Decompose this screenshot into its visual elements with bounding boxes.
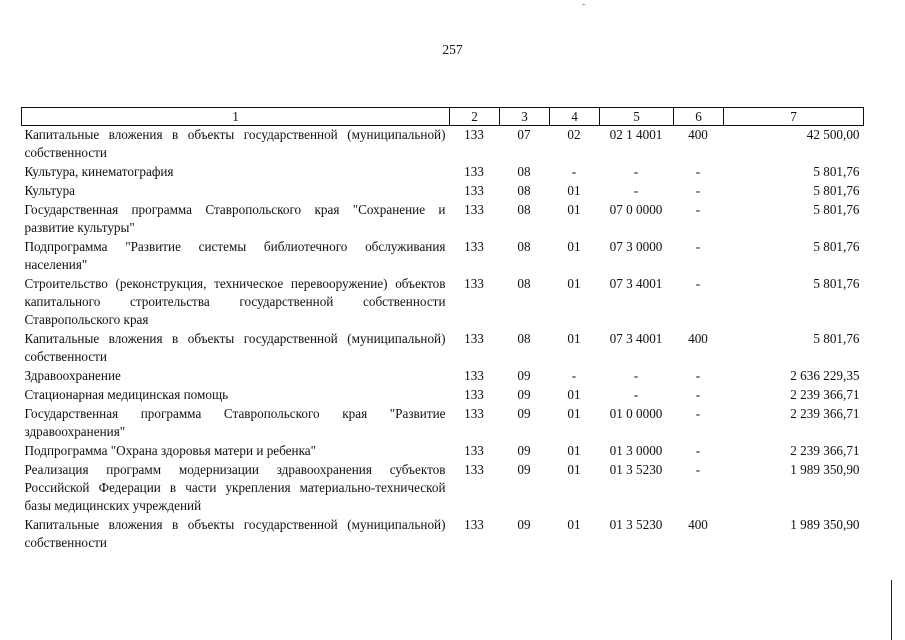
table-row <box>22 163 864 182</box>
table-body <box>22 126 864 554</box>
cell-amount: 42 500,00 <box>806 127 860 142</box>
cell-subsection: 01 <box>567 517 581 532</box>
cell-expense-type: 400 <box>688 331 708 346</box>
table-row <box>22 275 864 330</box>
cell-name: Капитальные вложения в объекты государственной (муниципальной) собственности <box>24 517 446 550</box>
page-number: 257 <box>442 42 463 57</box>
table-row <box>22 516 864 553</box>
table-row <box>22 405 864 442</box>
table-row <box>22 386 864 405</box>
header-col-2: 2 <box>450 108 500 126</box>
cell-subsection: 01 <box>567 406 581 421</box>
cell-name: Подпрограмма "Развитие системы библиотечного обслуживания населения" <box>24 239 446 272</box>
table-row <box>22 126 864 164</box>
cell-ministry: 133 <box>464 462 484 477</box>
cell-name: Культура, кинематография <box>24 164 174 179</box>
cell-section: 08 <box>517 164 531 179</box>
table-row <box>22 442 864 461</box>
header-col-7: 7 <box>724 108 864 126</box>
budget-table <box>21 107 864 553</box>
scan-speck <box>582 4 585 5</box>
cell-ministry: 133 <box>464 183 484 198</box>
cell-section: 09 <box>517 387 531 402</box>
cell-amount: 5 801,76 <box>813 164 860 179</box>
cell-section: 08 <box>517 183 531 198</box>
scan-edge-line <box>891 580 892 640</box>
cell-subsection: 01 <box>567 387 581 402</box>
cell-name: Стационарная медицинская помощь <box>24 387 229 402</box>
cell-ministry: 133 <box>464 406 484 421</box>
cell-expense-type: - <box>695 406 701 421</box>
cell-section: 07 <box>517 127 531 142</box>
cell-section: 08 <box>517 202 531 217</box>
cell-expense-type: 400 <box>688 127 708 142</box>
cell-subsection: 01 <box>567 202 581 217</box>
cell-name: Реализация программ модернизации здравоохранения субъектов Российской Федерации в части укрепления материально-технической базы медицинских учреждений <box>24 462 446 513</box>
cell-target-article: 01 3 5230 <box>609 517 663 532</box>
cell-target-article: - <box>633 387 639 402</box>
cell-subsection: 01 <box>567 331 581 346</box>
header-row <box>22 108 864 126</box>
table-header <box>22 108 864 126</box>
cell-target-article: - <box>633 183 639 198</box>
table-row <box>22 182 864 201</box>
cell-ministry: 133 <box>464 127 484 142</box>
cell-target-article: - <box>633 164 639 179</box>
header-col-5: 5 <box>600 108 674 126</box>
cell-amount: 5 801,76 <box>813 239 860 254</box>
cell-subsection: 01 <box>567 443 581 458</box>
cell-ministry: 133 <box>464 331 484 346</box>
cell-section: 09 <box>517 462 531 477</box>
cell-amount: 5 801,76 <box>813 183 860 198</box>
cell-expense-type: - <box>695 239 701 254</box>
cell-amount: 5 801,76 <box>813 202 860 217</box>
cell-expense-type: - <box>695 276 701 291</box>
cell-expense-type: - <box>695 183 701 198</box>
header-col-4: 4 <box>550 108 600 126</box>
table-row <box>22 201 864 238</box>
cell-amount: 1 989 350,90 <box>790 517 860 532</box>
header-col-1: 1 <box>22 108 450 126</box>
cell-target-article: 01 0 0000 <box>609 406 663 421</box>
cell-name: Здравоохранение <box>24 368 121 383</box>
cell-target-article: 07 0 0000 <box>609 202 663 217</box>
cell-subsection: 01 <box>567 276 581 291</box>
cell-amount: 2 239 366,71 <box>790 443 860 458</box>
cell-amount: 2 239 366,71 <box>790 387 860 402</box>
cell-ministry: 133 <box>464 164 484 179</box>
table-row <box>22 330 864 367</box>
cell-section: 09 <box>517 517 531 532</box>
cell-expense-type: - <box>695 462 701 477</box>
cell-section: 08 <box>517 276 531 291</box>
cell-subsection: 01 <box>567 183 581 198</box>
cell-subsection: - <box>571 164 577 179</box>
cell-section: 09 <box>517 443 531 458</box>
cell-expense-type: - <box>695 387 701 402</box>
cell-section: 09 <box>517 406 531 421</box>
cell-name: Подпрограмма "Охрана здоровья матери и ребенка" <box>24 443 317 458</box>
cell-target-article: 02 1 4001 <box>609 127 663 142</box>
header-col-3: 3 <box>500 108 550 126</box>
cell-target-article: 01 3 0000 <box>609 443 663 458</box>
cell-expense-type: 400 <box>688 517 708 532</box>
cell-name: Строительство (реконструкция, техническое перевооружение) объектов капитального строительства государственной собственности Ставропольского края <box>24 276 446 327</box>
cell-ministry: 133 <box>464 443 484 458</box>
cell-subsection: 01 <box>567 239 581 254</box>
cell-target-article: 07 3 4001 <box>609 331 663 346</box>
cell-expense-type: - <box>695 443 701 458</box>
cell-section: 09 <box>517 368 531 383</box>
cell-ministry: 133 <box>464 387 484 402</box>
cell-ministry: 133 <box>464 202 484 217</box>
cell-expense-type: - <box>695 164 701 179</box>
cell-ministry: 133 <box>464 239 484 254</box>
table-row <box>22 461 864 516</box>
cell-ministry: 133 <box>464 276 484 291</box>
cell-section: 08 <box>517 331 531 346</box>
cell-amount: 1 989 350,90 <box>790 462 860 477</box>
cell-ministry: 133 <box>464 517 484 532</box>
cell-section: 08 <box>517 239 531 254</box>
cell-target-article: 07 3 4001 <box>609 276 663 291</box>
cell-amount: 5 801,76 <box>813 331 860 346</box>
cell-name: Культура <box>24 183 76 198</box>
cell-amount: 5 801,76 <box>813 276 860 291</box>
cell-target-article: 01 3 5230 <box>609 462 663 477</box>
cell-amount: 2 239 366,71 <box>790 406 860 421</box>
cell-name: Капитальные вложения в объекты государственной (муниципальной) собственности <box>24 331 446 364</box>
cell-ministry: 133 <box>464 368 484 383</box>
table-row <box>22 238 864 275</box>
cell-subsection: 02 <box>567 127 581 142</box>
cell-expense-type: - <box>695 368 701 383</box>
table-row <box>22 367 864 386</box>
cell-name: Государственная программа Ставропольского края "Сохранение и развитие культуры" <box>24 202 446 235</box>
cell-target-article: 07 3 0000 <box>609 239 663 254</box>
cell-amount: 2 636 229,35 <box>790 368 860 383</box>
cell-name: Капитальные вложения в объекты государственной (муниципальной) собственности <box>24 127 446 160</box>
cell-expense-type: - <box>695 202 701 217</box>
cell-name: Государственная программа Ставропольского края "Развитие здравоохранения" <box>24 406 446 439</box>
cell-target-article: - <box>633 368 639 383</box>
cell-subsection: 01 <box>567 462 581 477</box>
cell-subsection: - <box>571 368 577 383</box>
header-col-6: 6 <box>674 108 724 126</box>
